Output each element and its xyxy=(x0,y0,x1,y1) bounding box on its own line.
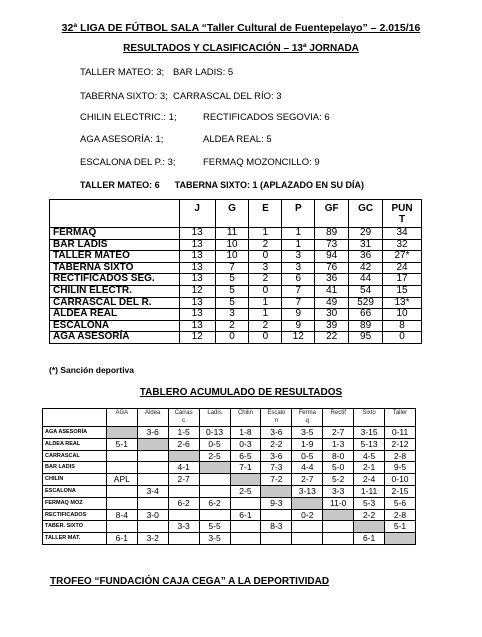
board-score-cell xyxy=(230,533,261,545)
board-header-cell: Aldea xyxy=(137,409,168,427)
board-score-cell xyxy=(230,521,261,533)
result-left: TABERNA SIXTO: 3; xyxy=(80,91,168,102)
standings-row xyxy=(50,228,422,240)
standings-cell: 13 xyxy=(179,228,215,240)
board-row-label: CHILIN xyxy=(43,474,107,486)
standings-row xyxy=(50,309,422,321)
board-score-cell: 5-0 xyxy=(323,462,354,474)
board-score-cell: 0-5 xyxy=(292,450,323,462)
board-row-label: CARRASCAL xyxy=(43,450,107,462)
standings-cell: 15 xyxy=(383,285,422,297)
board-score-cell: 5-1 xyxy=(385,521,416,533)
standings-cell: 94 xyxy=(315,251,349,263)
board-score-cell xyxy=(168,509,199,521)
board-score-cell: 0-13 xyxy=(199,427,230,439)
trofeo-title: TROFEO “FUNDACIÓN CAJA CEGA” A LA DEPORTIVIDAD xyxy=(50,576,330,587)
standings-note: (*) Sanción deportiva xyxy=(49,365,135,375)
standings-cell: 29 xyxy=(349,228,383,240)
standings-cell: 13 xyxy=(179,320,215,332)
board-score-cell: 1-3 xyxy=(323,438,354,450)
standings-cell: 7 xyxy=(282,285,315,297)
board-row-label: FERMAQ MOZ xyxy=(43,497,107,509)
board-score-cell xyxy=(199,474,230,486)
standings-cell: 1 xyxy=(249,228,282,240)
standings-row xyxy=(50,297,422,309)
standings-row xyxy=(50,251,422,263)
standings-row xyxy=(50,285,422,297)
board-diagonal-cell xyxy=(230,474,261,486)
board-score-cell: 3-5 xyxy=(199,533,230,545)
board-score-cell: 6-2 xyxy=(199,497,230,509)
board-score-cell xyxy=(106,462,137,474)
board-score-cell: 1-8 xyxy=(230,427,261,439)
result-left: AGA ASESORÍA: 1; xyxy=(80,134,164,145)
board-row xyxy=(43,462,416,474)
standings-row xyxy=(50,239,422,251)
standings-header-cell: GF xyxy=(315,200,349,228)
board-diagonal-cell xyxy=(261,485,292,497)
board-score-cell: 8-3 xyxy=(261,521,292,533)
team-name: CHILIN ELECTR. xyxy=(50,285,180,297)
standings-row xyxy=(50,274,422,286)
board-score-cell xyxy=(137,462,168,474)
board-score-cell: 0-5 xyxy=(199,438,230,450)
board-score-cell: 2-8 xyxy=(385,450,416,462)
board-score-cell: 6-2 xyxy=(168,497,199,509)
board-row xyxy=(43,438,416,450)
standings-cell: 13 xyxy=(179,239,215,251)
team-name: TABERNA SIXTO xyxy=(50,262,180,274)
standings-cell: 17 xyxy=(383,274,422,286)
standings-cell: 6 xyxy=(282,274,315,286)
standings-cell: 1 xyxy=(282,239,315,251)
result-right: RECTIFICADOS SEGOVIA: 6 xyxy=(203,112,330,123)
board-score-cell xyxy=(137,521,168,533)
standings-cell: 7 xyxy=(282,297,315,309)
standings-cell: 1 xyxy=(249,297,282,309)
standings-cell: 12 xyxy=(179,285,215,297)
board-score-cell: 11-0 xyxy=(323,497,354,509)
board-row xyxy=(43,497,416,509)
standings-cell: 13 xyxy=(179,262,215,274)
board-score-cell: 2-6 xyxy=(168,438,199,450)
board-row-label: TALLER MAT. xyxy=(43,533,107,545)
board-row-label: AGA ASESORÍA xyxy=(43,427,107,439)
standings-cell: 73 xyxy=(315,239,349,251)
standings-cell: 5 xyxy=(215,285,249,297)
board-score-cell: 9-5 xyxy=(385,462,416,474)
standings-cell: 3 xyxy=(249,262,282,274)
result-right: BAR LADIS: 5 xyxy=(173,67,234,78)
board-score-cell xyxy=(168,485,199,497)
board-score-cell xyxy=(199,485,230,497)
result-left: TALLER MATEO: 3; xyxy=(80,67,165,78)
board-header-cell: AGA xyxy=(106,409,137,427)
board-score-cell: 2-7 xyxy=(323,427,354,439)
standings-cell: 27* xyxy=(383,251,422,263)
board-score-cell xyxy=(323,533,354,545)
board-score-cell xyxy=(199,509,230,521)
board-score-cell: 1-9 xyxy=(292,438,323,450)
standings-cell: 0 xyxy=(383,332,422,344)
standings-cell: 8 xyxy=(383,320,422,332)
standings-cell: 1 xyxy=(282,228,315,240)
standings-cell: 2 xyxy=(249,239,282,251)
board-diagonal-cell xyxy=(168,450,199,462)
board-score-cell: 3-5 xyxy=(292,427,323,439)
board-diagonal-cell xyxy=(354,521,385,533)
standings-cell: 9 xyxy=(282,320,315,332)
standings-cell: 22 xyxy=(315,332,349,344)
standings-header-cell: GC xyxy=(349,200,383,228)
standings-cell: 32 xyxy=(383,239,422,251)
standings-cell: 9 xyxy=(282,309,315,321)
board-diagonal-cell xyxy=(385,533,416,545)
board-score-cell: 2-4 xyxy=(354,474,385,486)
team-name: ESCALONA xyxy=(50,320,180,332)
standings-cell: 12 xyxy=(179,332,215,344)
board-score-cell: 3-0 xyxy=(137,509,168,521)
document-title: 32ª LIGA DE FÚTBOL SALA “Taller Cultural de Fuentepelayo” – 2.015/16 xyxy=(61,22,421,34)
board-score-cell: 0-3 xyxy=(230,438,261,450)
board-score-cell xyxy=(137,450,168,462)
board-score-cell: 3-3 xyxy=(323,485,354,497)
board-header-cell: Escalo n xyxy=(261,409,292,427)
result-left: CHILIN ELECTRIC.: 1; xyxy=(80,112,177,123)
standings-header-cell: J xyxy=(179,200,215,228)
standings-header-cell xyxy=(50,200,180,228)
standings-cell: 2 xyxy=(249,274,282,286)
standings-cell: 0 xyxy=(249,285,282,297)
team-name: RECTIFICADOS SEG. xyxy=(50,274,180,286)
standings-cell: 66 xyxy=(349,309,383,321)
board-score-cell: 2-2 xyxy=(354,509,385,521)
board-score-cell: 5-13 xyxy=(354,438,385,450)
standings-cell: 0 xyxy=(215,332,249,344)
board-score-cell xyxy=(137,474,168,486)
board-score-cell: 2-7 xyxy=(168,474,199,486)
standings-row xyxy=(50,332,422,344)
standings-cell: 89 xyxy=(349,320,383,332)
board-score-cell xyxy=(292,533,323,545)
board-score-cell: 6-1 xyxy=(106,533,137,545)
standings-cell: 76 xyxy=(315,262,349,274)
board-diagonal-cell xyxy=(106,427,137,439)
board-score-cell xyxy=(106,521,137,533)
standings-cell: 54 xyxy=(349,285,383,297)
board-score-cell: 3-6 xyxy=(137,427,168,439)
board-score-cell xyxy=(106,450,137,462)
board-header-cell: Carras c xyxy=(168,409,199,427)
standings-cell: 13 xyxy=(179,274,215,286)
board-header-cell: Chilin xyxy=(230,409,261,427)
board-row-label: ALDEA REAL xyxy=(43,438,107,450)
standings-cell: 0 xyxy=(249,251,282,263)
board-score-cell: 4-4 xyxy=(292,462,323,474)
standings-cell: 41 xyxy=(315,285,349,297)
board-diagonal-cell xyxy=(292,497,323,509)
standings-cell: 13 xyxy=(179,251,215,263)
standings-cell: 24 xyxy=(383,262,422,274)
standings-cell: 42 xyxy=(349,262,383,274)
board-score-cell: 3-6 xyxy=(261,450,292,462)
board-diagonal-cell xyxy=(137,438,168,450)
standings-cell: 529 xyxy=(349,297,383,309)
team-name: ALDEA REAL xyxy=(50,309,180,321)
board-row xyxy=(43,427,416,439)
standings-cell: 2 xyxy=(249,320,282,332)
board-row xyxy=(43,474,416,486)
standings-row xyxy=(50,262,422,274)
board-score-cell: 3-2 xyxy=(137,533,168,545)
standings-cell: 7 xyxy=(215,262,249,274)
board-score-cell xyxy=(292,521,323,533)
board-score-cell: 5-3 xyxy=(354,497,385,509)
results-board xyxy=(42,408,416,545)
board-score-cell: 0-2 xyxy=(292,509,323,521)
board-score-cell xyxy=(230,497,261,509)
board-score-cell: 3-15 xyxy=(354,427,385,439)
standings-cell: 5 xyxy=(215,297,249,309)
standings-cell: 36 xyxy=(349,251,383,263)
board-score-cell: 2-8 xyxy=(385,509,416,521)
standings-table xyxy=(49,199,422,344)
board-row xyxy=(43,509,416,521)
standings-cell: 13* xyxy=(383,297,422,309)
board-header-cell: Taller xyxy=(385,409,416,427)
board-score-cell: 7-1 xyxy=(230,462,261,474)
board-diagonal-cell xyxy=(199,462,230,474)
board-score-cell: 8-4 xyxy=(106,509,137,521)
board-row-label: BAR LADIS xyxy=(43,462,107,474)
board-header-cell: Ferma q xyxy=(292,409,323,427)
board-score-cell: 1-11 xyxy=(354,485,385,497)
document-subtitle: RESULTADOS Y CLASIFICACIÓN – 13ª JORNADA xyxy=(123,43,359,54)
board-score-cell: 5-5 xyxy=(199,521,230,533)
standings-cell: 5 xyxy=(215,274,249,286)
team-name: AGA ASESORÍA xyxy=(50,332,180,344)
postponed-result: TALLER MATEO: 6 TABERNA SIXTO: 1 (APLAZADO EN SU DÍA) xyxy=(80,180,365,190)
board-score-cell: 5-6 xyxy=(385,497,416,509)
board-header-cell: Ladis xyxy=(199,409,230,427)
board-score-cell: 2-15 xyxy=(385,485,416,497)
standings-cell: 12 xyxy=(282,332,315,344)
board-score-cell: 3-4 xyxy=(137,485,168,497)
board-score-cell: 2-7 xyxy=(292,474,323,486)
board-row xyxy=(43,485,416,497)
board-row-label: ESCALONA xyxy=(43,485,107,497)
standings-cell: 3 xyxy=(215,309,249,321)
standings-cell: 49 xyxy=(315,297,349,309)
board-score-cell: 6-5 xyxy=(230,450,261,462)
board-score-cell: 3-6 xyxy=(261,427,292,439)
team-name: TALLER MATEO xyxy=(50,251,180,263)
board-score-cell: 3-13 xyxy=(292,485,323,497)
result-right: ALDEA REAL: 5 xyxy=(203,134,272,145)
board-header-cell xyxy=(43,409,107,427)
board-score-cell xyxy=(261,533,292,545)
board-header-cell: Rectif xyxy=(323,409,354,427)
standings-header-cell: P xyxy=(282,200,315,228)
team-name: BAR LADIS xyxy=(50,239,180,251)
board-score-cell: 5-2 xyxy=(323,474,354,486)
standings-cell: 10 xyxy=(383,309,422,321)
standings-cell: 10 xyxy=(215,251,249,263)
board-score-cell: 2-1 xyxy=(354,462,385,474)
board-row xyxy=(43,450,416,462)
result-right: FERMAQ MOZONCILLO: 9 xyxy=(203,157,320,168)
standings-cell: 31 xyxy=(349,239,383,251)
board-row xyxy=(43,533,416,545)
standings-header-cell: PUN T xyxy=(383,200,422,228)
board-score-cell: 4-1 xyxy=(168,462,199,474)
standings-cell: 2 xyxy=(215,320,249,332)
standings-cell: 3 xyxy=(282,251,315,263)
board-score-cell: 9-3 xyxy=(261,497,292,509)
board-score-cell xyxy=(261,509,292,521)
board-score-cell xyxy=(106,485,137,497)
board-score-cell xyxy=(106,497,137,509)
board-header-row xyxy=(43,409,416,427)
board-score-cell: 2-2 xyxy=(261,438,292,450)
team-name: FERMAQ xyxy=(50,228,180,240)
standings-cell: 34 xyxy=(383,228,422,240)
standings-cell: 39 xyxy=(315,320,349,332)
standings-cell: 10 xyxy=(215,239,249,251)
board-score-cell: 3-3 xyxy=(168,521,199,533)
board-score-cell xyxy=(168,533,199,545)
standings-cell: 44 xyxy=(349,274,383,286)
result-left: ESCALONA DEL P.: 3; xyxy=(80,157,176,168)
board-score-cell: 5-1 xyxy=(106,438,137,450)
board-score-cell: 6-1 xyxy=(354,533,385,545)
standings-cell: 11 xyxy=(215,228,249,240)
standings-cell: 3 xyxy=(282,262,315,274)
standings-cell: 13 xyxy=(179,309,215,321)
board-score-cell: 2-5 xyxy=(199,450,230,462)
board-score-cell: 2-5 xyxy=(230,485,261,497)
result-right: CARRASCAL DEL RÍO: 3 xyxy=(173,91,282,102)
standings-cell: 0 xyxy=(249,332,282,344)
standings-cell: 36 xyxy=(315,274,349,286)
board-score-cell: 1-5 xyxy=(168,427,199,439)
team-name: CARRASCAL DEL R. xyxy=(50,297,180,309)
board-score-cell: 0-10 xyxy=(385,474,416,486)
board-score-cell: 7-3 xyxy=(261,462,292,474)
board-score-cell xyxy=(137,497,168,509)
board-score-cell: 7-2 xyxy=(261,474,292,486)
board-header-cell: Sixto xyxy=(354,409,385,427)
standings-cell: 95 xyxy=(349,332,383,344)
board-diagonal-cell xyxy=(323,509,354,521)
standings-cell: 89 xyxy=(315,228,349,240)
board-score-cell: APL xyxy=(106,474,137,486)
standings-cell: 30 xyxy=(315,309,349,321)
board-row-label: RECTIFICADOS xyxy=(43,509,107,521)
standings-header-row xyxy=(50,200,422,228)
board-score-cell: 0-11 xyxy=(385,427,416,439)
board-score-cell: 6-1 xyxy=(230,509,261,521)
board-row-label: TABER. SIXTO xyxy=(43,521,107,533)
standings-cell: 1 xyxy=(249,309,282,321)
standings-cell: 13 xyxy=(179,297,215,309)
board-score-cell: 2-12 xyxy=(385,438,416,450)
board-score-cell: 8-0 xyxy=(323,450,354,462)
board-score-cell: 4-5 xyxy=(354,450,385,462)
standings-header-cell: E xyxy=(249,200,282,228)
standings-header-cell: G xyxy=(215,200,249,228)
board-row xyxy=(43,521,416,533)
board-title: TABLERO ACUMULADO DE RESULTADOS xyxy=(139,387,343,398)
board-score-cell xyxy=(323,521,354,533)
